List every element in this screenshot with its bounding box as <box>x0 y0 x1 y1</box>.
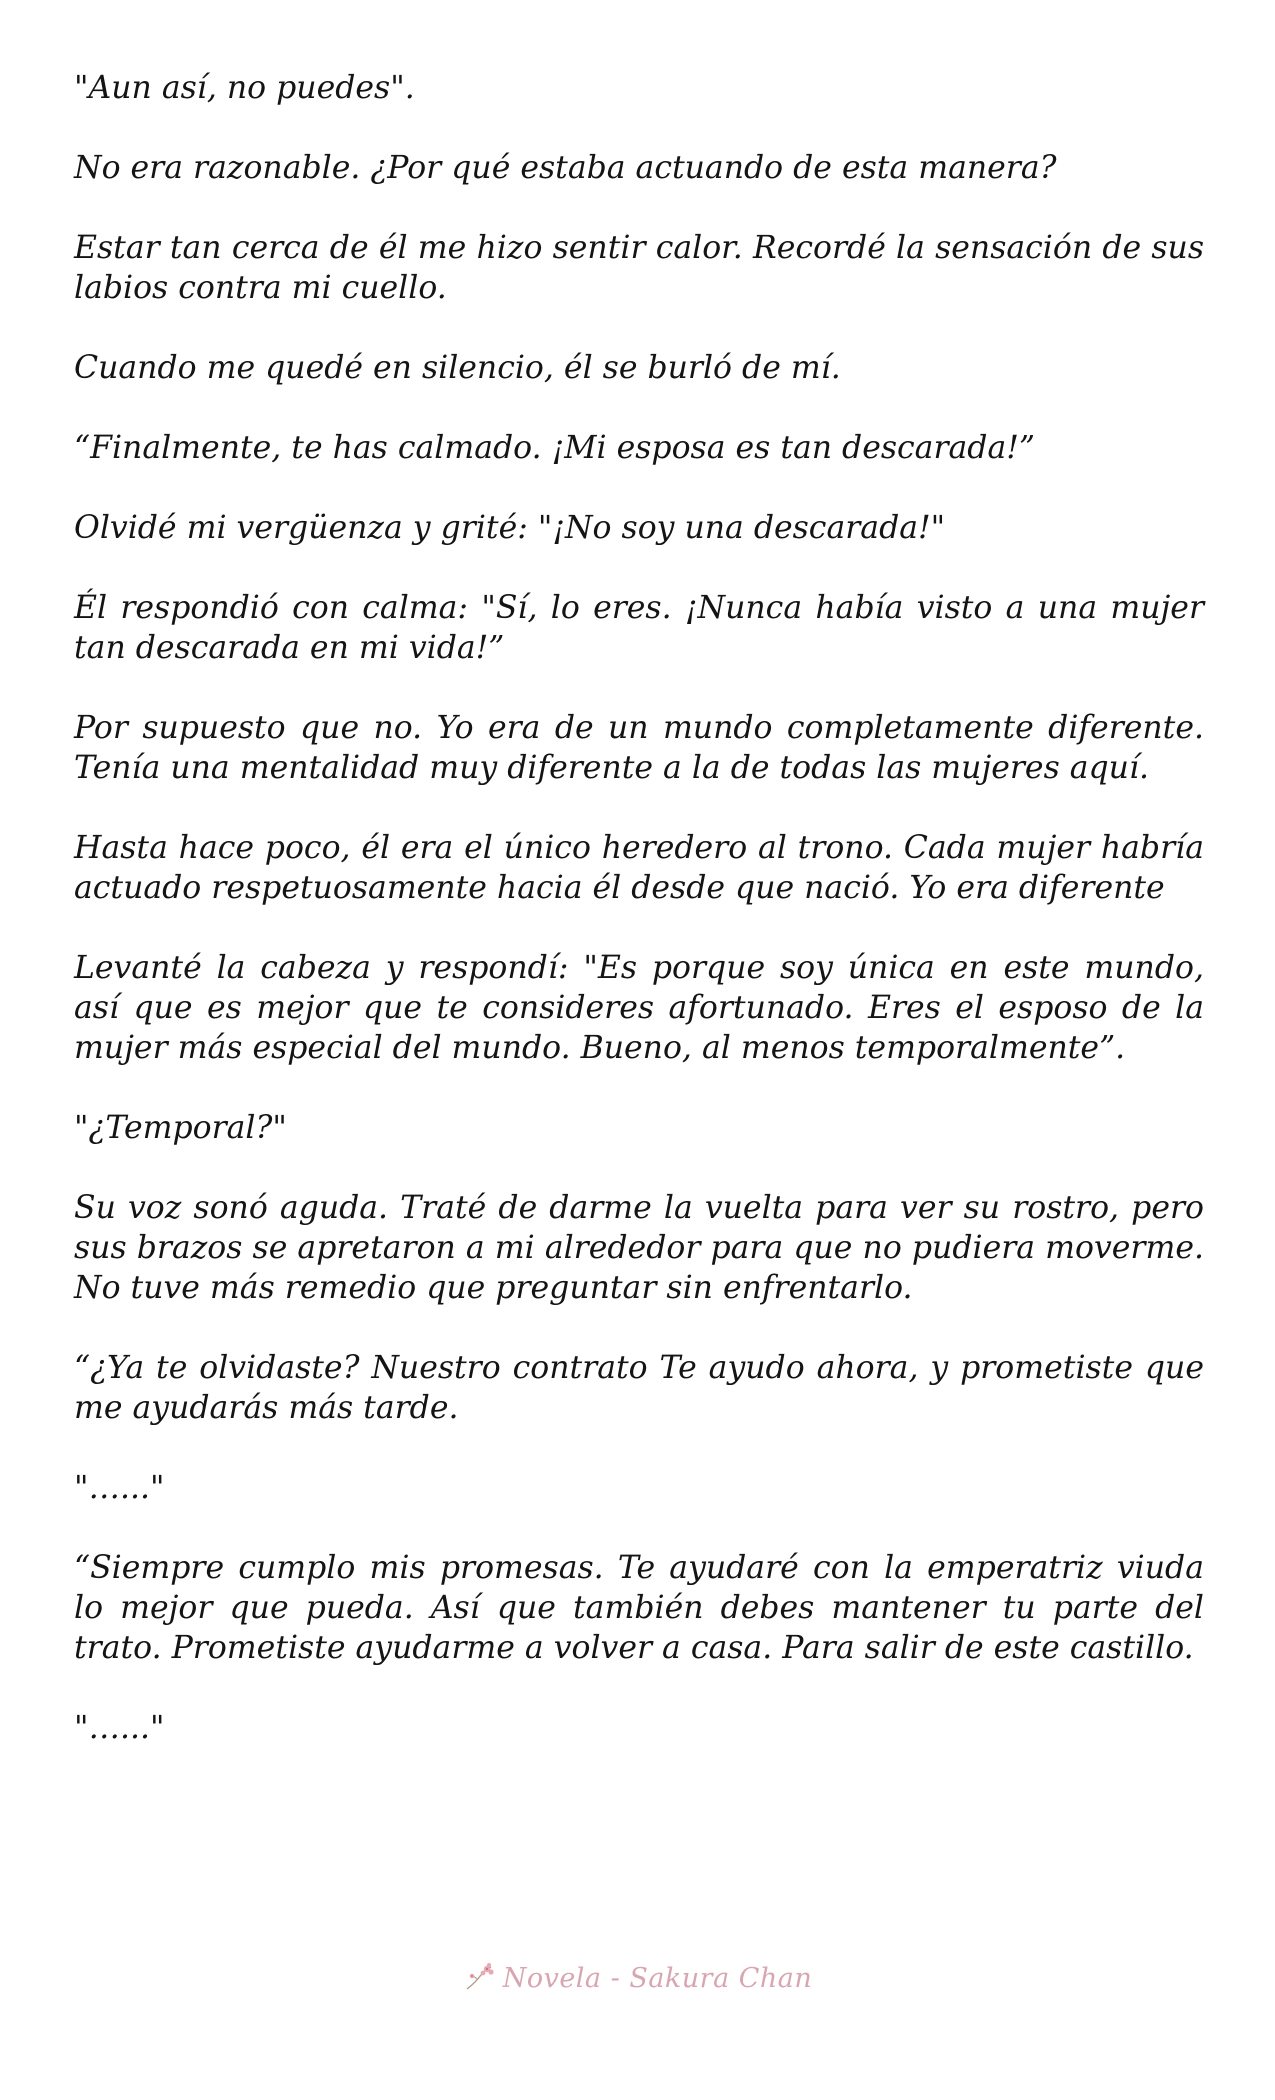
watermark <box>0 1958 1275 1998</box>
paragraph-16: "…..." <box>74 1710 165 1746</box>
sakura-flower-icon <box>463 1961 497 1995</box>
paragraph-12: Su voz sonó aguda. Traté de darme la vuelta para ver su rostro, pero sus brazos se apretaron a mi alrededor para que no pudiera moverme. No tuve más remedio que preguntar sin enfrentarlo. <box>74 1190 1204 1306</box>
paragraph-5: “Finalmente, te has calmado. ¡Mi esposa es tan descarada!” <box>74 430 1035 466</box>
paragraph-3: Estar tan cerca de él me hizo sentir calor. Recordé la sensación de sus labios contra mi cuello. <box>74 230 1204 306</box>
paragraph-11: "¿Temporal?" <box>74 1110 287 1146</box>
paragraph-1: "Aun así, no puedes". <box>74 70 415 106</box>
document-body <box>74 68 1204 1788</box>
paragraph-13: “¿Ya te olvidaste? Nuestro contrato Te ayudo ahora, y prometiste que me ayudarás más tarde. <box>74 1350 1204 1426</box>
paragraph-4: Cuando me quedé en silencio, él se burló de mí. <box>74 350 841 386</box>
paragraph-7: Él respondió con calma: "Sí, lo eres. ¡Nunca había visto a una mujer tan descarada en mi vida!” <box>74 590 1204 666</box>
paragraph-8: Por supuesto que no. Yo era de un mundo completamente diferente. Tenía una mentalidad muy diferente a la de todas las mujeres aquí. <box>74 710 1204 786</box>
paragraph-9: Hasta hace poco, él era el único heredero al trono. Cada mujer habría actuado respetuosamente hacia él desde que nació. Yo era diferente <box>74 830 1204 906</box>
paragraph-10: Levanté la cabeza y respondí: "Es porque soy única en este mundo, así que es mejor que te consideres afortunado. Eres el esposo de la mujer más especial del mundo. Bueno, al menos temporalmente”. <box>74 950 1204 1066</box>
watermark-text: Novela - Sakura Chan <box>502 1962 813 1994</box>
paragraph-6: Olvidé mi vergüenza y grité: "¡No soy una descarada!" <box>74 510 946 546</box>
paragraph-14: "…..." <box>74 1470 165 1506</box>
paragraph-2: No era razonable. ¿Por qué estaba actuando de esta manera? <box>74 150 1057 186</box>
paragraph-15: “Siempre cumplo mis promesas. Te ayudaré con la emperatriz viuda lo mejor que pueda. Así que también debes mantener tu parte del trato. Prometiste ayudarme a volver a casa. Para salir de este castillo. <box>74 1550 1204 1666</box>
